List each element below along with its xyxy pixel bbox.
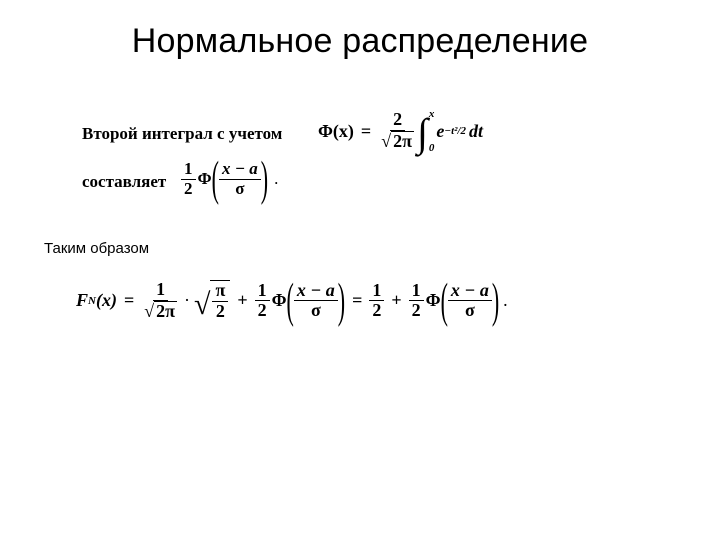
one-over-sqrt-2pi: 1 √ 2π	[144, 279, 175, 321]
phi-definition-formula	[318, 108, 483, 154]
integral-sign: ∫	[416, 110, 428, 155]
one-half-fraction: $\frac{1}{2}$	[181, 160, 196, 198]
second-integral-text: Второй интеграл с учетом	[82, 124, 283, 143]
lower-limit: 0	[428, 142, 435, 154]
f-symbol: F	[76, 290, 89, 311]
integrand-exponent: −t²/2	[444, 125, 466, 137]
fraction-numerator: 2	[390, 110, 405, 131]
sqrt-2pi: √ 2π	[381, 131, 412, 151]
phi-symbol: Φ	[197, 169, 212, 189]
conclusion-text: Таким образом	[44, 240, 150, 257]
half-phi-formula: $\frac{1}{2}$ Φ ( $\frac{x - a}{\sigma}$ ) .	[181, 160, 278, 198]
amounts-to-text: составляет	[82, 172, 167, 191]
standardized-argument: $\frac{x - a}{\sigma}$	[219, 160, 261, 198]
phi-lhs: Φ(x)	[318, 120, 354, 141]
phi-coefficient-fraction	[378, 110, 417, 152]
final-formula: F N (x) = 1 √ 2π · √ $\frac{\pi}{2}$ + $\frac{1}{2}$ Φ ( $\frac{x - a}{\sigma}$ ) = $\frac{1}{2}$ + $\frac{1}{2}$ Φ ( $\frac{x - a}{\sigma}$ ) .	[76, 272, 508, 328]
equals-sign: =	[360, 120, 372, 141]
f-subscript: N	[88, 294, 96, 307]
slide-title: Нормальное распределение	[131, 22, 589, 60]
period: .	[274, 169, 279, 189]
sqrt-pi-over-2: √ $\frac{\pi}{2}$	[194, 280, 230, 322]
f-argument: (x)	[95, 290, 117, 311]
differential-dt: dt	[469, 120, 484, 141]
integrand-e: e	[436, 120, 445, 141]
upper-limit: x	[428, 108, 435, 120]
integral-limits	[429, 108, 435, 154]
